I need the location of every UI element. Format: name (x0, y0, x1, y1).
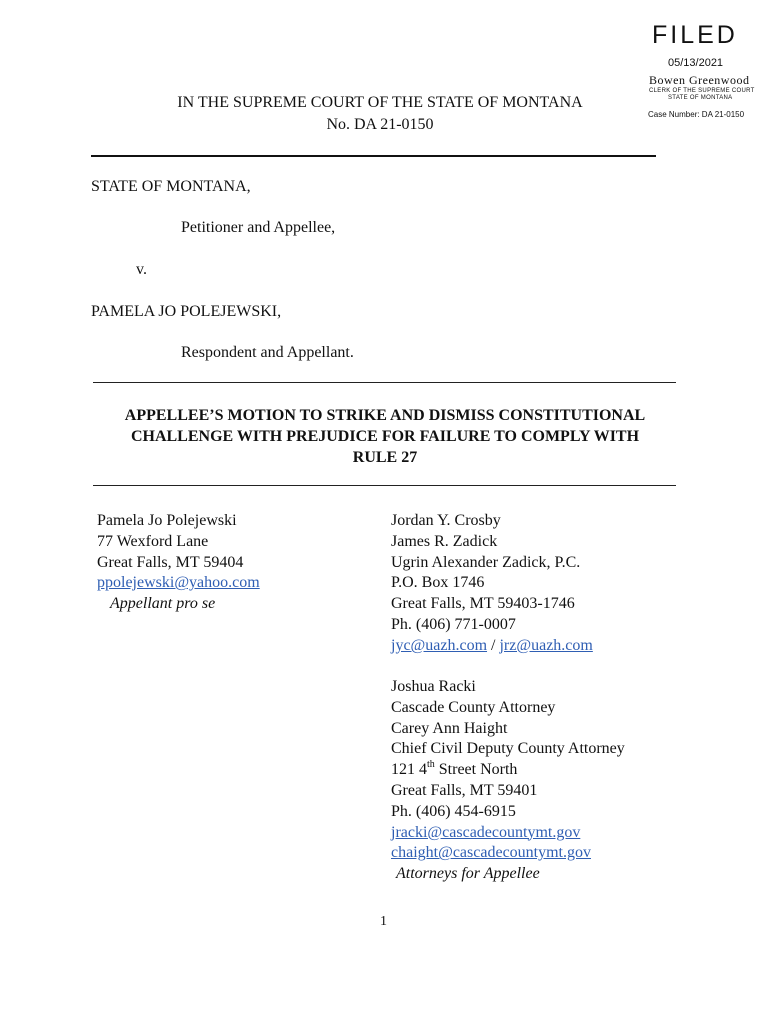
appellant-role: Appellant pro se (110, 595, 216, 613)
clerk-state: STATE OF MONTANA (668, 95, 733, 101)
email-link-jrz[interactable]: jrz@uazh.com (499, 636, 593, 654)
stamp-case-number: Case Number: DA 21-0150 (648, 110, 745, 119)
email-separator: / (487, 636, 500, 654)
clerk-signature: Bowen Greenwood (649, 73, 750, 87)
versus: v. (136, 261, 147, 278)
street-ordinal: th (427, 758, 435, 770)
attorney-title: Cascade County Attorney (391, 698, 556, 716)
party-appellant: PAMELA JO POLEJEWSKI, (91, 303, 282, 320)
appellant-street: 77 Wexford Lane (97, 532, 209, 550)
appellant-city: Great Falls, MT 59404 (97, 553, 244, 571)
motion-title-line: CHALLENGE WITH PREJUDICE FOR FAILURE TO COMPLY WITH (130, 428, 640, 445)
appellant-contact-block (97, 511, 260, 615)
email-link-jracki[interactable]: jracki@cascadecountymt.gov (391, 823, 581, 841)
motion-title (90, 405, 680, 468)
filed-stamp-label: FILED (652, 21, 738, 49)
email-link-jyc[interactable]: jyc@uazh.com (391, 636, 488, 654)
county-street (391, 760, 625, 781)
party-appellee-role: Petitioner and Appellee, (181, 219, 336, 236)
filed-date: 05/13/2021 (668, 57, 724, 69)
law-firm: Ugrin Alexander Zadick, P.C. (391, 553, 581, 571)
clerk-title: CLERK OF THE SUPREME COURT (649, 88, 755, 94)
county-phone: Ph. (406) 454-6915 (391, 802, 516, 820)
party-appellee: STATE OF MONTANA, (91, 178, 251, 195)
attorney-name: Jordan Y. Crosby (391, 512, 501, 529)
attorney-name: Joshua Racki (391, 678, 476, 695)
court-name: IN THE SUPREME COURT OF THE STATE OF MONTANA (177, 94, 583, 111)
appellant-name: Pamela Jo Polejewski (97, 512, 237, 529)
page-number: 1 (380, 914, 387, 929)
motion-title-line: APPELLEE’S MOTION TO STRIKE AND DISMISS CONSTITUTIONAL (124, 407, 646, 424)
street-name: Street North (434, 761, 518, 779)
street-number: 121 4 (391, 761, 427, 779)
docket-number: No. DA 21-0150 (326, 116, 434, 133)
title-rule-bottom (93, 485, 676, 486)
county-attorney-block (391, 677, 625, 885)
caption-divider (91, 155, 656, 157)
title-rule-top (93, 382, 676, 383)
email-link-chaight[interactable]: chaight@cascadecountymt.gov (391, 844, 591, 862)
county-city: Great Falls, MT 59401 (391, 781, 538, 799)
attorney-name: James R. Zadick (391, 532, 498, 550)
firm-city: Great Falls, MT 59403-1746 (391, 595, 575, 613)
party-appellant-role: Respondent and Appellant. (181, 344, 354, 361)
appellee-counsel-block (391, 511, 593, 657)
attorney-name: Carey Ann Haight (391, 719, 508, 737)
po-box: P.O. Box 1746 (391, 574, 485, 592)
attorney-title: Chief Civil Deputy County Attorney (391, 740, 625, 758)
appellee-attorneys-role: Attorneys for Appellee (396, 865, 540, 883)
appellant-email-link[interactable]: ppolejewski@yahoo.com (97, 574, 260, 592)
firm-phone: Ph. (406) 771-0007 (391, 615, 516, 633)
motion-title-line: RULE 27 (352, 449, 418, 466)
